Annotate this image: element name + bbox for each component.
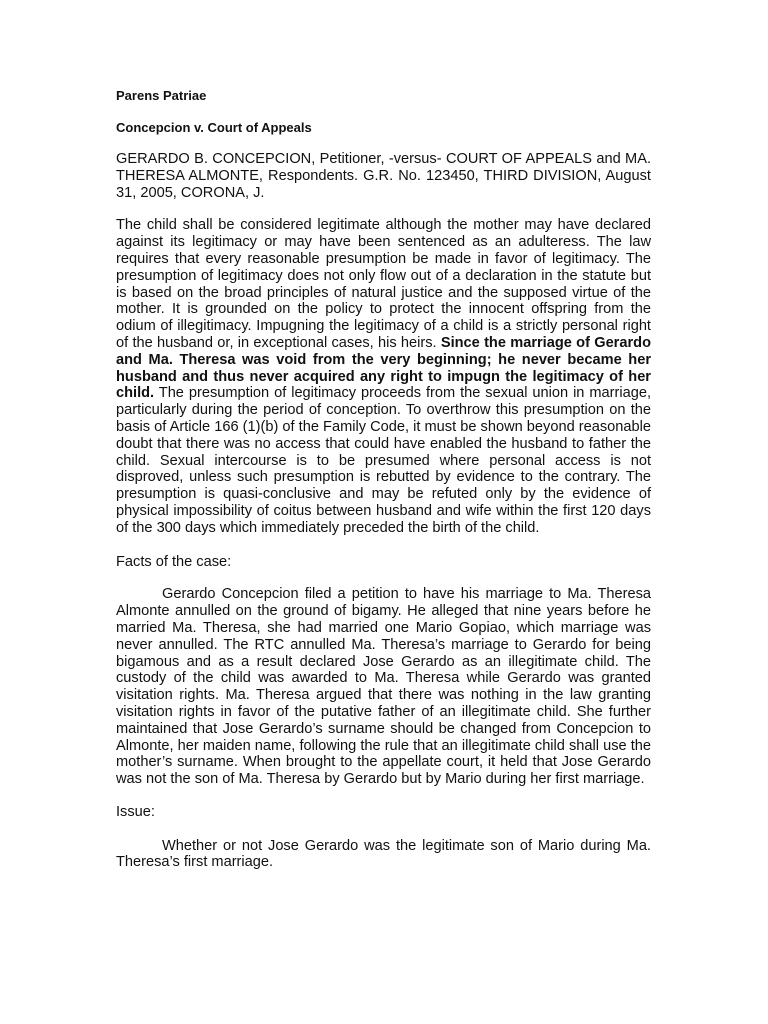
facts-label: Facts of the case: [116,553,232,570]
doctrine-lead-text: The child shall be considered legitimate although the mother may have declared against its legitimacy or may have been sentenced as an adulteress. The law requires that every reasonable presumption be made in favor of legitimacy. The presumption of legitimacy does not only flow out of a declaration in the statute but is based on the broad principles of natural justice and the supposed virtue of the mother. It is grounded on the policy to protect the innocent offspring from the odium of illegitimacy. Impugning the legitimacy of a child is a strictly personal right of the husband or, in exceptional cases, his heirs. [116,217,651,351]
doctrine-emphasis-text: Since the marriage of Gerardo and Ma. Theresa was void from the very beginning; he never became her husband and thus never acquired any right to impugn the legitimacy of her child. [116,334,651,402]
document-page [116,84,651,871]
topic-heading: Parens Patriae [116,88,207,103]
facts-paragraph: Gerardo Concepcion filed a petition to have his marriage to Ma. Theresa Almonte annulled on the ground of bigamy. He alleged that nine years before he married Ma. Theresa, she had married one Mario Gopiao, which marriage was never annulled. The RTC annulled Ma. Theresa’s marriage to Gerardo for being bigamous and as a result declared Jose Gerardo as an illegitimate child. The custody of the child was awarded to Ma. Theresa while Gerardo was granted visitation rights. Ma. Theresa argued that there was nothing in the law granting visitation rights in favor of the putative father of an illegitimate child. She further maintained that Jose Gerardo’s surname should be changed from Concepcion to Almonte, her maiden name, following the rule that an illegitimate child shall use the mother’s surname. When brought to the appellate court, it held that Jose Gerardo was not the son of Ma. Theresa by Gerardo but by Mario during her first marriage. [116,586,651,788]
issue-label: Issue: [116,803,155,820]
doctrine-paragraph [116,217,651,536]
doctrine-tail-text: The presumption of legitimacy proceeds from the sexual union in marriage, particularly during the period of conception. To overthrow this presumption on the basis of Article 166 (1)(b) of the Family Code, it must be shown beyond reasonable doubt that there was no access that could have enabled the husband to father the child. Sexual intercourse is to be presumed where personal access is not disproved, unless such presumption is rebutted by evidence to the contrary. The presumption is quasi-conclusive and may be refuted only by the evidence of physical impossibility of coitus between husband and wife within the first 120 days of the 300 days which immediately preceded the birth of the child. [116,385,651,536]
issue-paragraph: Whether or not Jose Gerardo was the legitimate son of Mario during Ma. Theresa’s first marriage. [116,837,651,871]
case-caption: GERARDO B. CONCEPCION, Petitioner, -versus- COURT OF APPEALS and MA. THERESA ALMONTE, Respondents. G.R. No. 123450, THIRD DIVISION, August 31, 2005, CORONA, J. [116,151,651,201]
case-title: Concepcion v. Court of Appeals [116,120,312,135]
